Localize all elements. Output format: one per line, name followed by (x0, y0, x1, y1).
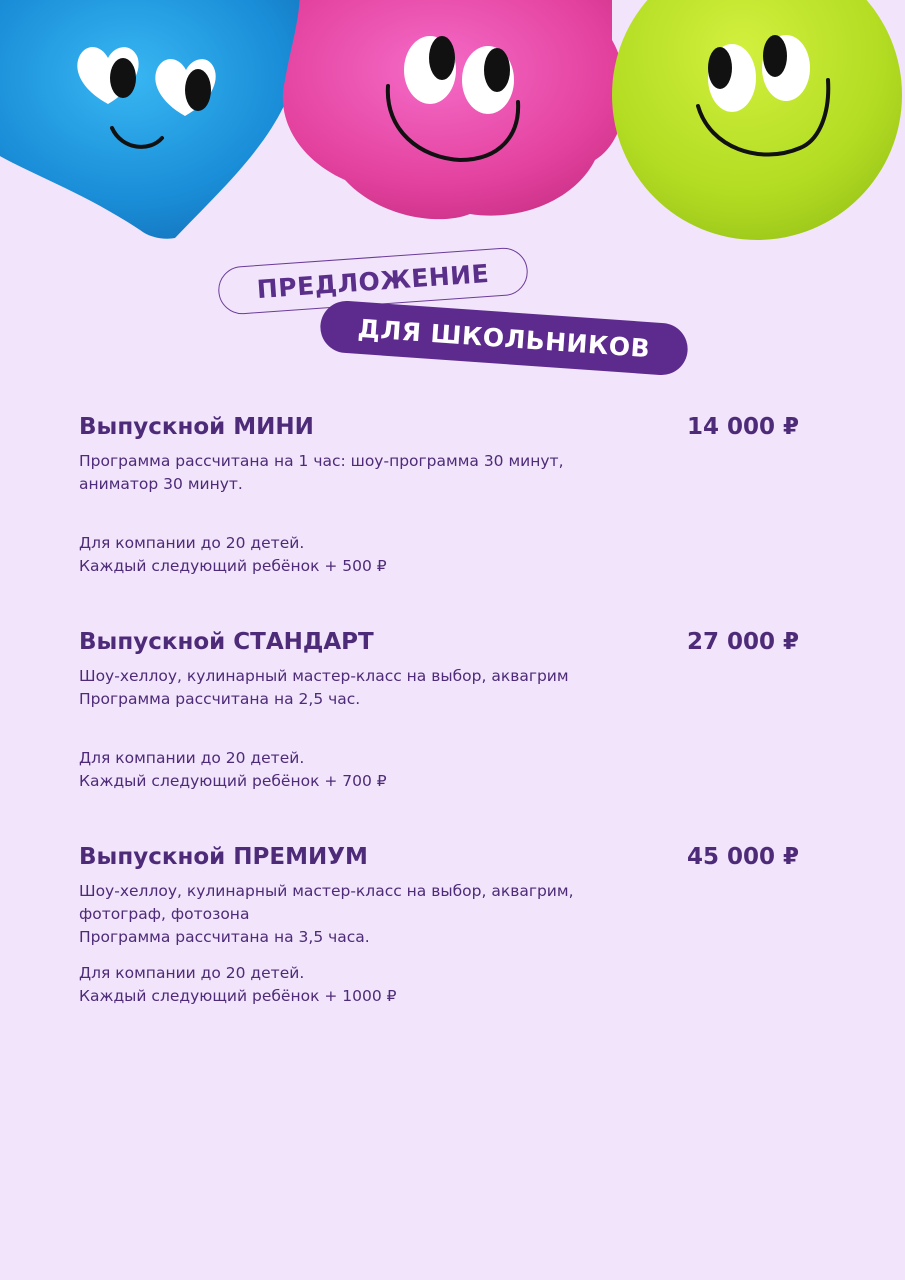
green-ball-mascot (612, 0, 902, 240)
offer-note (79, 747, 387, 793)
pink-cloud-left-eye (404, 36, 456, 104)
offer-description-line: Шоу-хеллоу, кулинарный мастер-класс на выбор, аквагрим (79, 667, 569, 685)
offer-description-line: Программа рассчитана на 1 час: шоу-программа 30 минут, (79, 452, 564, 470)
pink-cloud-mascot (283, 0, 626, 219)
offer-note-line: Для компании до 20 детей. (79, 534, 305, 552)
offer-description-line: Программа рассчитана на 2,5 час. (79, 690, 361, 708)
mascots-illustration (0, 0, 905, 245)
offer-description (79, 880, 574, 949)
headline-line1: ПРЕДЛОЖЕНИЕ (255, 258, 491, 304)
offer-title: Выпускной СТАНДАРТ (79, 629, 374, 655)
offer-note (79, 962, 397, 1008)
offer-description (79, 665, 569, 711)
offer-description-line: Программа рассчитана на 3,5 часа. (79, 928, 370, 946)
offer-note-line: Каждый следующий ребёнок + 700 ₽ (79, 772, 387, 790)
offer-description-line: фотограф, фотозона (79, 905, 250, 923)
blue-heart-mascot (0, 0, 300, 239)
green-ball-right-eye (762, 35, 810, 101)
offer-note-line: Для компании до 20 детей. (79, 964, 305, 982)
green-ball-left-eye (708, 44, 756, 112)
headline-line2: ДЛЯ ШКОЛЬНИКОВ (356, 313, 652, 363)
offer-title: Выпускной ПРЕМИУМ (79, 844, 368, 870)
offer-note (79, 532, 387, 578)
offer-description (79, 450, 564, 496)
offer-note-line: Каждый следующий ребёнок + 500 ₽ (79, 557, 387, 575)
offer-price: 45 000 ₽ (686, 844, 799, 870)
offer-price: 27 000 ₽ (686, 629, 799, 655)
pink-cloud-right-eye (462, 46, 514, 114)
offer-price: 14 000 ₽ (686, 414, 799, 440)
offer-title: Выпускной МИНИ (79, 414, 314, 440)
headline-pill-filled (319, 299, 690, 377)
offer-description-line: Шоу-хеллоу, кулинарный мастер-класс на выбор, аквагрим, (79, 882, 574, 900)
offer-description-line: аниматор 30 минут. (79, 475, 243, 493)
offer-note-line: Каждый следующий ребёнок + 1000 ₽ (79, 987, 397, 1005)
offer-note-line: Для компании до 20 детей. (79, 749, 305, 767)
